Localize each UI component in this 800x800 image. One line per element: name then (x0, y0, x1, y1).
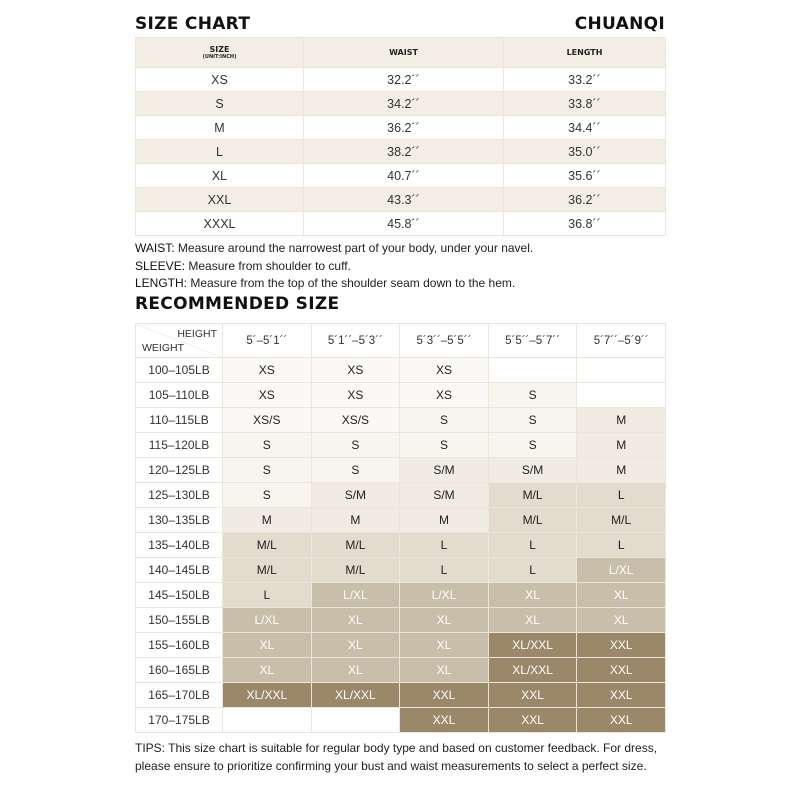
cell-waist: 32.2´´ (304, 68, 504, 92)
table-row (136, 683, 666, 708)
size-cell: XS (400, 358, 489, 383)
size-cell: S (488, 408, 577, 433)
table-row (136, 140, 666, 164)
tips-label: TIPS: (135, 741, 166, 755)
table-row (136, 558, 666, 583)
size-cell: XL (577, 583, 666, 608)
size-cell: XL/XXL (311, 683, 400, 708)
size-cell: S (223, 483, 312, 508)
cell-waist: 45.8´´ (304, 212, 504, 236)
unit-label: (UNIT:INCH) (202, 54, 237, 60)
note-waist (135, 240, 533, 258)
size-cell: S (311, 458, 400, 483)
size-cell: XXL (577, 708, 666, 733)
size-cell (577, 358, 666, 383)
size-cell: S/M (400, 458, 489, 483)
cell-size: S (136, 92, 304, 116)
weight-cell: 170–175LB (136, 708, 223, 733)
cell-size: XXL (136, 188, 304, 212)
size-cell: XL (400, 658, 489, 683)
size-cell: XS/S (311, 408, 400, 433)
waist-header: WAIST (304, 38, 504, 68)
height-header: 5´–5´1´´ (223, 324, 312, 358)
weight-label: WEIGHT (142, 342, 184, 354)
size-cell: XL (400, 608, 489, 633)
size-header (136, 38, 304, 68)
size-cell: L (400, 558, 489, 583)
size-cell: XXL (577, 683, 666, 708)
size-cell: S (311, 433, 400, 458)
table-row (136, 92, 666, 116)
cell-waist: 36.2´´ (304, 116, 504, 140)
size-cell: M (577, 433, 666, 458)
size-cell: S (488, 383, 577, 408)
table-header-row (136, 38, 666, 68)
cell-length: 36.2´´ (504, 188, 666, 212)
size-cell: L/XL (311, 583, 400, 608)
table-row (136, 633, 666, 658)
weight-cell: 115–120LB (136, 433, 223, 458)
tips (135, 740, 675, 775)
size-cell: XL (400, 633, 489, 658)
size-cell: XS (311, 358, 400, 383)
size-cell: M (311, 508, 400, 533)
size-cell: L (488, 533, 577, 558)
size-cell: L/XL (400, 583, 489, 608)
size-cell: M/L (223, 558, 312, 583)
table-row (136, 583, 666, 608)
size-cell: S (223, 458, 312, 483)
note-text: Measure from the top of the shoulder seam down to the hem. (187, 276, 516, 290)
weight-cell: 130–135LB (136, 508, 223, 533)
size-cell: XS (223, 383, 312, 408)
cell-length: 33.2´´ (504, 68, 666, 92)
size-cell: XL (223, 633, 312, 658)
cell-length: 33.8´´ (504, 92, 666, 116)
height-label: HEIGHT (177, 328, 217, 340)
table-row (136, 68, 666, 92)
size-cell (223, 708, 312, 733)
size-cell: XS/S (223, 408, 312, 433)
note-text: Measure from shoulder to cuff. (185, 258, 351, 273)
size-cell: M/L (488, 508, 577, 533)
height-header: 5´7´´–5´9´´ (577, 324, 666, 358)
weight-cell: 145–150LB (136, 583, 223, 608)
page-title: SIZE CHART (135, 14, 251, 34)
size-cell: M/L (577, 508, 666, 533)
recommended-size-table (135, 323, 666, 733)
size-cell: M/L (488, 483, 577, 508)
table-row (136, 533, 666, 558)
weight-cell: 135–140LB (136, 533, 223, 558)
cell-size: XS (136, 68, 304, 92)
cell-length: 35.0´´ (504, 140, 666, 164)
size-cell: XL/XXL (488, 658, 577, 683)
corner-cell (136, 324, 223, 358)
size-cell: XL (311, 633, 400, 658)
size-cell: L (577, 483, 666, 508)
height-header: 5´1´´–5´3´´ (311, 324, 400, 358)
cell-waist: 43.3´´ (304, 188, 504, 212)
table-row (136, 608, 666, 633)
table-row (136, 658, 666, 683)
size-cell: XXL (577, 633, 666, 658)
weight-cell: 100–105LB (136, 358, 223, 383)
table-row (136, 508, 666, 533)
table-row (136, 383, 666, 408)
size-cell: L (223, 583, 312, 608)
size-cell: XS (223, 358, 312, 383)
table-row (136, 164, 666, 188)
measurement-notes (135, 240, 533, 293)
size-cell: XL (488, 608, 577, 633)
brand-logo: CHUANQI (574, 14, 665, 34)
size-cell: L/XL (577, 558, 666, 583)
size-cell: S (488, 433, 577, 458)
weight-cell: 150–155LB (136, 608, 223, 633)
note-label: SLEEVE: (135, 258, 186, 273)
note-label: LENGTH: (135, 276, 188, 290)
table-row (136, 358, 666, 383)
size-cell: L/XL (223, 608, 312, 633)
cell-size: L (136, 140, 304, 164)
height-header: 5´3´´–5´5´´ (400, 324, 489, 358)
size-chart-table (135, 37, 666, 236)
cell-length: 35.6´´ (504, 164, 666, 188)
size-cell: M (223, 508, 312, 533)
cell-size: XL (136, 164, 304, 188)
table-row (136, 188, 666, 212)
table-row (136, 116, 666, 140)
size-cell: XL (311, 658, 400, 683)
weight-cell: 110–115LB (136, 408, 223, 433)
cell-length: 36.8´´ (504, 212, 666, 236)
size-cell: M/L (223, 533, 312, 558)
cell-length: 34.4´´ (504, 116, 666, 140)
table-row (136, 212, 666, 236)
size-cell: M (400, 508, 489, 533)
tips-text: This size chart is suitable for regular body type and based on customer feedback. For dress, please ensure to prioritize confirming your bust and waist measurements to select a perfect size. (135, 741, 658, 773)
cell-waist: 38.2´´ (304, 140, 504, 164)
size-cell: XXL (400, 708, 489, 733)
size-header-label: SIZE (209, 45, 230, 54)
size-cell: XL/XXL (488, 633, 577, 658)
size-cell: L (488, 558, 577, 583)
size-cell: XL (577, 608, 666, 633)
size-cell (577, 383, 666, 408)
size-cell: S/M (311, 483, 400, 508)
size-cell: XS (311, 383, 400, 408)
size-cell: XXL (400, 683, 489, 708)
weight-cell: 105–110LB (136, 383, 223, 408)
size-cell: S (400, 408, 489, 433)
table-row (136, 483, 666, 508)
size-cell: L (577, 533, 666, 558)
size-cell: XL (488, 583, 577, 608)
weight-cell: 120–125LB (136, 458, 223, 483)
size-cell: M (577, 408, 666, 433)
size-cell: M (577, 458, 666, 483)
size-cell: XL (311, 608, 400, 633)
weight-cell: 125–130LB (136, 483, 223, 508)
note-text: Measure around the narrowest part of your body, under your navel. (174, 241, 534, 255)
size-cell: M/L (311, 533, 400, 558)
weight-cell: 160–165LB (136, 658, 223, 683)
table-row (136, 708, 666, 733)
cell-waist: 40.7´´ (304, 164, 504, 188)
note-sleeve (135, 258, 533, 276)
size-cell: XS (400, 383, 489, 408)
size-cell (488, 358, 577, 383)
size-cell: M/L (311, 558, 400, 583)
note-length (135, 275, 533, 293)
height-header: 5´5´´–5´7´´ (488, 324, 577, 358)
table-row (136, 433, 666, 458)
size-cell: XXL (577, 658, 666, 683)
size-cell: S/M (488, 458, 577, 483)
size-cell: S (223, 433, 312, 458)
recommended-size-title: RECOMMENDED SIZE (135, 294, 340, 314)
height-header-row (136, 324, 666, 358)
table-row (136, 458, 666, 483)
note-label: WAIST: (135, 241, 175, 255)
size-cell: XL/XXL (223, 683, 312, 708)
size-cell (311, 708, 400, 733)
size-cell: S/M (400, 483, 489, 508)
size-cell: XXL (488, 708, 577, 733)
size-cell: L (400, 533, 489, 558)
cell-size: M (136, 116, 304, 140)
cell-waist: 34.2´´ (304, 92, 504, 116)
size-cell: XXL (488, 683, 577, 708)
weight-cell: 155–160LB (136, 633, 223, 658)
cell-size: XXXL (136, 212, 304, 236)
length-header: LENGTH (504, 38, 666, 68)
size-cell: S (400, 433, 489, 458)
table-row (136, 408, 666, 433)
weight-cell: 140–145LB (136, 558, 223, 583)
weight-cell: 165–170LB (136, 683, 223, 708)
size-cell: XL (223, 658, 312, 683)
